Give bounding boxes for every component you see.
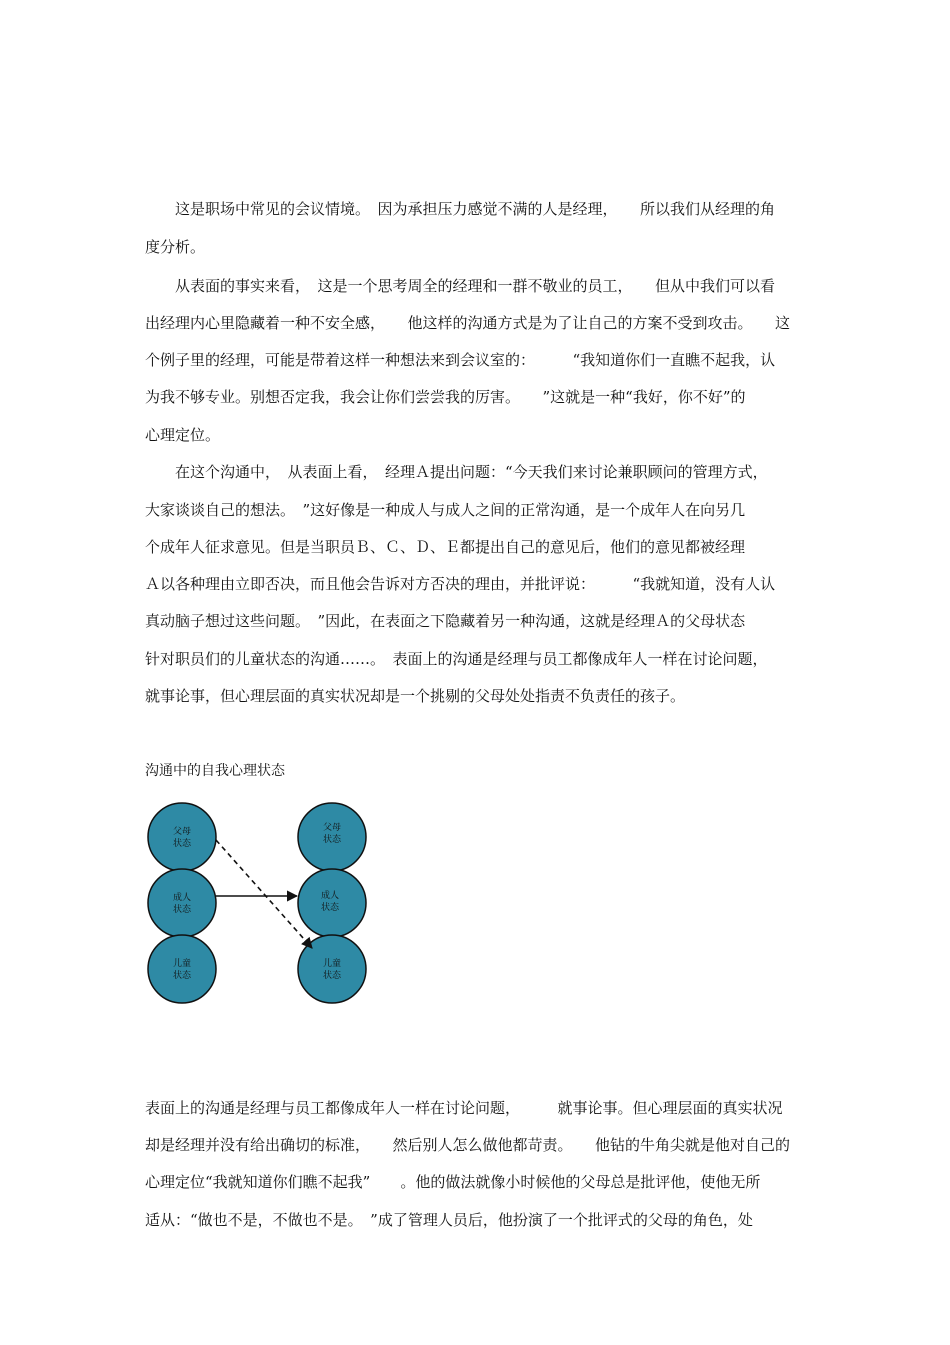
- right-child-state: [298, 935, 366, 1003]
- paragraph-3-line-1: 在这个沟通中， 从表面上看， 经理Ａ提出问题：“今天我们来讨论兼职顾问的管理方式，: [145, 463, 768, 481]
- paragraph-3-line-6: 针对职员们的儿童状态的沟通……。 表面上的沟通是经理与员工都像成年人一样在讨论问题，: [145, 650, 768, 668]
- svg-text:成人: 成人: [172, 893, 192, 903]
- bottom-paragraph-line-3: 心理定位“我就知道你们瞧不起我” 。他的做法就像小时候他的父母总是批评他，使他无所: [145, 1173, 761, 1191]
- svg-text:成人: 成人: [320, 891, 340, 901]
- bottom-paragraph-line-4: 适从：“做也不是，不做也不是。 ”成了管理人员后，他扮演了一个批评式的父母的角色，处: [145, 1211, 753, 1229]
- right-parent-state: [298, 803, 366, 871]
- paragraph-3-line-5: 真动脑子想过这些问题。 ”因此，在表面之下隐藏着另一种沟通，这就是经理Ａ的父母状态: [145, 612, 746, 630]
- svg-text:儿童: 儿童: [172, 959, 192, 969]
- svg-text:状态: 状态: [322, 971, 342, 981]
- svg-text:状态: 状态: [172, 971, 192, 981]
- paragraph-1-line-2: 度分析。: [145, 238, 206, 256]
- paragraph-2-line-2: 出经理内心里隐藏着一种不安全感， 他这样的沟通方式是为了让自己的方案不受到攻击。 这: [145, 314, 791, 332]
- svg-text:儿童: 儿童: [322, 959, 342, 969]
- paragraph-3-line-4: Ａ以各种理由立即否决，而且他会告诉对方否决的理由，并批评说： “我就知道，没有人认: [145, 575, 776, 593]
- left-child-state: [148, 935, 216, 1003]
- paragraph-2-line-5: 心理定位。: [145, 426, 221, 444]
- svg-text:父母: 父母: [322, 823, 342, 833]
- bottom-paragraph-line-1: 表面上的沟通是经理与员工都像成年人一样在讨论问题， 就事论事。但心理层面的真实状况: [145, 1099, 783, 1117]
- paragraph-3-line-3: 个成年人征求意见。但是当职员Ｂ、Ｃ、Ｄ、Ｅ都提出自己的意见后，他们的意见都被经理: [145, 538, 746, 556]
- left-adult-state: [148, 869, 216, 937]
- ego-state-diagram: [140, 800, 380, 1010]
- svg-text:状态: 状态: [322, 835, 342, 845]
- paragraph-2-line-4: 为我不够专业。别想否定我，我会让你们尝尝我的厉害。 ”这就是一种“我好，你不好”的: [145, 388, 746, 406]
- paragraph-1-line-1: 这是职场中常见的会议情境。 因为承担压力感觉不满的人是经理， 所以我们从经理的角: [145, 200, 776, 218]
- bottom-paragraph-line-2: 却是经理并没有给出确切的标准， 然后别人怎么做他都苛责。 他钻的牛角尖就是他对自己的: [145, 1136, 791, 1154]
- svg-text:状态: 状态: [172, 905, 192, 915]
- left-parent-state: [148, 803, 216, 871]
- parent-to-child-dashed-arrow: [216, 840, 312, 948]
- paragraph-3-line-2: 大家谈谈自己的想法。 ”这好像是一种成人与成人之间的正常沟通，是一个成年人在向另几: [145, 501, 746, 519]
- right-adult-state: [298, 869, 366, 937]
- svg-text:状态: 状态: [172, 839, 192, 849]
- diagram-heading: 沟通中的自我心理状态: [145, 763, 285, 779]
- paragraph-2-line-3: 个例子里的经理，可能是带着这样一种想法来到会议室的： “我知道你们一直瞧不起我，认: [145, 351, 776, 369]
- paragraph-2-line-1: 从表面的事实来看， 这是一个思考周全的经理和一群不敬业的员工， 但从中我们可以看: [145, 277, 776, 295]
- paragraph-3-line-7: 就事论事，但心理层面的真实状况却是一个挑剔的父母处处指责不负责任的孩子。: [145, 687, 686, 705]
- svg-text:状态: 状态: [320, 903, 340, 913]
- svg-text:父母: 父母: [172, 827, 192, 837]
